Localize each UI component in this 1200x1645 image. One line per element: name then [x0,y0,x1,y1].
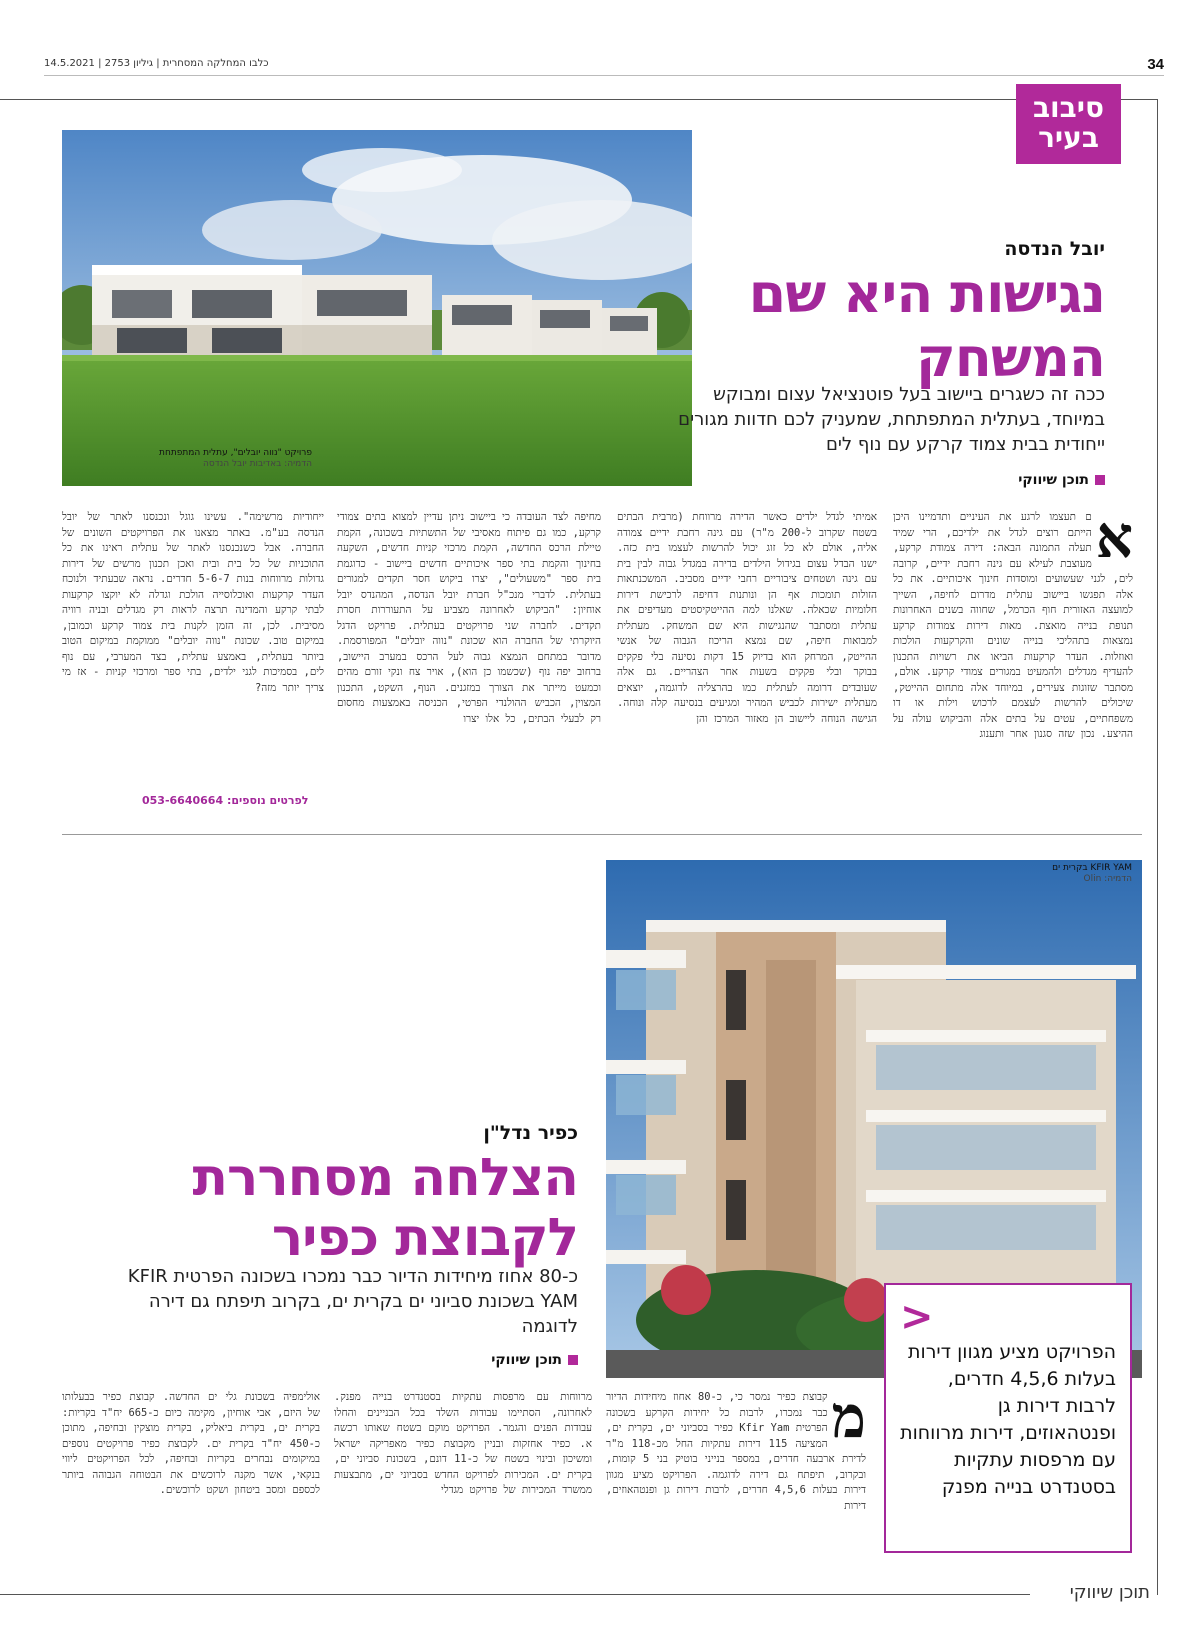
article2-caption-text: KFIR YAM בקרית ים [1052,863,1132,873]
article1-column-3-text: מחיפה לצד העובדה כי ביישוב ניתן עדיין למצוא בתים צמודי קרקע, כמו גם פיתוח מאסיבי של התשתיות בשכונה, הקמת טיילת הרכס החדשה, הקמת מרכזי קניות חדשים, השקעה בחינוך והקמת בתי ספר איכותיים חדשים ביישוב - כדוגמת בית ספר "משעולים", יצרו ביקוש חסר תקדים למגורים בעתלית. לדברי מנכ"ל חברת יובל הנדסה, המהנדס יובל אוחיון: "הביקוש לאחרונה מצביע על התעוררות חסרת תקדים. לחברה שני פרויקטים בעתלית. פרויקט הדגל היוקרתי של החברה הוא שכונת "נווה יובלים" המפורסמת. מדובר במתחם הנמצא גבוה לעל הרכס במערב היישוב, ברחוב יפה נוף (שכשמו כן הוא), אויר צח ונקי זורם מהים וכמעט מייתר את הצורך במזגנים. הנוף, השקט, התכנון המצוין, הכביש ההולנדי הפרטי, הכניסה באמצעות מחסום רק לבעלי הבתים, כל אלו יצרו [337,511,601,725]
article2-headline [192,1148,578,1268]
pull-quote-box [884,1283,1132,1553]
article1-promo-label [1018,472,1105,488]
article1-promo-text: תוכן שיווקי [1018,472,1089,488]
article2-promo-text: תוכן שיווקי [491,1352,562,1368]
section-tag-line1: סיבוב [1032,91,1105,124]
article1-headline-line1: נגישות היא שם [748,262,1105,325]
frame-line-bottom [0,1594,1030,1595]
article2-headline-line2: לקבוצת כפיר [271,1208,578,1268]
chevron-left-icon: < [900,1294,934,1340]
article2-column-2 [334,1390,592,1565]
section-tag [1016,84,1121,164]
article2-image-caption [996,863,1132,885]
article2-column-1 [606,1390,866,1565]
article1-kicker: יובל הנדסה [1004,238,1105,260]
article1-image [62,130,692,486]
article1-headline [749,262,1105,390]
article1-column-2-text: אמיתי לגדל ילדים כאשר הדירה מרווחת (מרבית הבתים בשטח שקרוב ל-200 מ"ר) עם גינה רחבת ידיים צמודה אליה, אולם לא כל זוג יכול להרשות לעצמו בית כזה. ישנו הבדל עצום בגידול הילדים בדירה במגדל גבוה לבין בית עם גינה ושטחים ציבוריים רחבי ידיים מסביב. המשכנתאות הזולות תומכות אף הן ונותנות דחיפה לרכישת דירות חלומיות שכאלה. שאלנו למה ההייטקיסטים מעדיפים את עתלית ומסתבר שהנגישות היא שם המשחק. מעתלית למבואות חיפה, שם נמצא הריכוז הגבוה של אנשי ההייטק, המרחק הוא בדיוק 15 דקות נסיעה בלי פקקים בבוקר ובלי פקקים בשעות אחר הצהריים. גם אלה שעובדים דרומה לעתלית כמו בהרצליה לדוגמה, יוצאים מעתלית ישירות לכביש המהיר ומגיעים בנסיעה קלה ונוחה. הגישה הנוחה ליישוב הן מאזור המרכז והן [617,511,877,725]
article2-headline-line1: הצלחה מסחררת [192,1148,578,1208]
footer-label: תוכן שיווקי [1064,1582,1156,1603]
article1-column-1 [893,510,1133,810]
article1-dropcap: א [1095,510,1133,571]
frame-line-top [0,99,1158,100]
villas-illustration [62,130,692,486]
article1-caption-credit: הדמיה: באדיבות יובל הנדסה [202,459,312,469]
article1-column-4 [62,510,324,780]
pull-quote-text: הפרויקט מציע מגוון דירות בעלות 4,5,6 חדרים, לרבות דירות גן ופנטהאוזים, דירות מרווחות עם מרפסות עתקיות בסטנדרט בנייה מפנק [900,1341,1116,1498]
article2-promo-label [491,1352,578,1368]
article2-deck: כ-80 אחוז מיחידות הדיור כבר נמכרו בשכונה הפרטית KFIR YAM בשכונת סביוני ים בקרית ים, בקרוב תיפתח גם דירה לדוגמה [127,1266,578,1337]
article1-headline-line2: המשחק [916,326,1105,389]
article2-caption-credit: הדמיה: Olin [1083,874,1132,884]
page-number: 34 [1147,56,1164,73]
article2-kicker: כפיר נדל"ן [483,1122,578,1144]
section-divider [62,834,1142,835]
article2-column-3 [62,1390,320,1565]
article1-caption-text: פרויקט "נווה יובלים", עתלית המתפתחת [159,448,312,458]
article2-column-2-text: מרווחות עם מרפסות עתקיות בסטנדרט בנייה מפנק. לאחרונה, הסתיימו עבודות השלד בכל הבניינים והחלו עבודות הפנים והגמר. הפרויקט מוקם בשטח שאותו רכשה א. כפיר אחזקות ובניין מקבוצת כפיר מאפריקה ישראל ומשיכון ובינוי בשטח של כ-11 דונם, בשכונת סביוני ים, בקרית ים. המכירות לפרויקט החדש בסביוני ים, מתבצעות ממשרד המכירות של פרויקט מגדלי [334,1391,592,1496]
article1-contact: לפרטים נוספים: 053-6640664 [142,794,309,807]
article2-dropcap: מ [831,1390,866,1451]
issue-date: 14.5.2021 [44,58,95,69]
article1-column-2 [617,510,877,810]
issue-number: גיליון 2753 [104,58,154,69]
header-info: כלבו המחלקה המסחרית | גיליון 2753 | 14.5.2021 [44,58,269,69]
promo-square-icon [568,1355,578,1365]
article2-column-1-text: קבוצת כפיר נמסר כי, כ-80 אחוז מיחידות הדיור כבר נמכרו, לרבות כל יחידות הקרקע בשכונה הפרטית Kfir Yam כפיר בסביוני ים, בקרית ים, המציעה 115 דירות עתקיות החל מכ-118 מ"ר לדירת ארבעה חדרים, במספר בנייני בוטיק בני 5 קומות, ובקרוב, תיפתח גם דירה לדוגמה. הפרויקט מציע מגוון דירות בעלות 4,5,6 חדרים, לרבות דירות גן ופנטהאוזים, דירות [606,1391,866,1512]
section-tag-line2: בעיר [1038,121,1099,154]
article1-column-3 [337,510,601,810]
article1-deck: ככה זה כשגרים ביישוב בעל פוטנציאל עצום ומבוקש במיוחד, בעתלית המתפתחת, שמעניק לכם חדוות מגורים ייחודית בבית צמוד קרקע עם נוף לים [678,384,1105,455]
article1-image-caption [62,448,312,470]
article1-column-4-text: ייחודיות מרשימה". עשינו גוגל ונכנסנו לאתר של יובל הנדסה בע"מ. באתר מצאנו את הפרויקטים השונים של החברה. אבל כשנכנסנו לאתר של עתלית ראינו את כל התוכניות של כל בית ובית ואכן תכנון מרשים של דירות גדולות מרווחות בנות 5-6-7 חדרים. נראה שבעתיד ולנוכח העדר קרקעות ואוכלוסייה הולכת וגדלה לא יוקצו קרקעות לבתי קרקע והמדינה תרצה לראות רק מגדלים ובניה רוויה מסיבית. לכן, זה הזמן לקנות בית צמוד קרקע וכמובן, במיקום טוב. שכונת "נווה יובלים" ממוקמת במיקום הטוב ביותר בעתלית, באמצע עתלית, בצד המערבי, עם נוף לים, בסמיכות לגני ילדים, בתי ספר ומרכזי קניות - אז מי צריך יותר מזה? [62,511,324,694]
promo-square-icon [1095,475,1105,485]
article2-column-3-text: אולימפיה בשכונת גלי ים החדשה. קבוצת כפיר בבעלותו של היזם, אבי אוחיון, מקימה כיום כ-665 יח"ד בקריות: בקרית ים, בקרית ביאליק, בקרית מוצקין ובחיפה, מתוכן כ-450 יח"ד בקרית ים. לקבוצת כפיר פרויקטים נוספים במיקומים נבחרים בקריות ובחיפה, לכל הפרויקטים ליווי בנקאי, אשר מקנה לרוכשים את הבטוחה הגבוהה ביותר לכספם ומסב ביטחון ושקט לרוכשים. [62,1391,320,1496]
article1-column-1-text: ם תעצמו לרגע את העיניים ותדמיינו היכן הייתם רוצים לגדל את ילדיכם, הרי שמיד תעלה התמונה הבאה: דירה צמודת קרקע, מעוצבת לעילא עם גינה רחבת ידיים, קרובה לים, לגני שעשועים ומוסדות חינוך איכותיים. את כל אלה תפגשו ביישוב עתלית מדרום לחיפה, השייך למועצה האזורית חוף הכרמל, שחווה בשנים האחרונות תנופת בנייה מואצת. מאות דירות צמודות קרקע נמצאות בתהליכי בנייה שונים והקרקעות הולכות ואוזלות. העדר קרקעות הביאו את רשויות התכנון להעדיף מגדלים ולהמעיט במגורים צמודי קרקע. אולם, מסתבר שזוגות צעירים, במיוחד אלה מתחום ההייטק, שיכולים להרשות לעצמם לרכוש וילות או דו משפחתיים, עטים על בתים אלה והביקוש עולה על ההיצע. נכון שזה סגנון אחר ותענוג [893,511,1133,740]
page-header [44,58,1164,76]
publication-name: כלבו המחלקה המסחרית [162,58,269,69]
frame-line-right [1157,99,1158,1595]
